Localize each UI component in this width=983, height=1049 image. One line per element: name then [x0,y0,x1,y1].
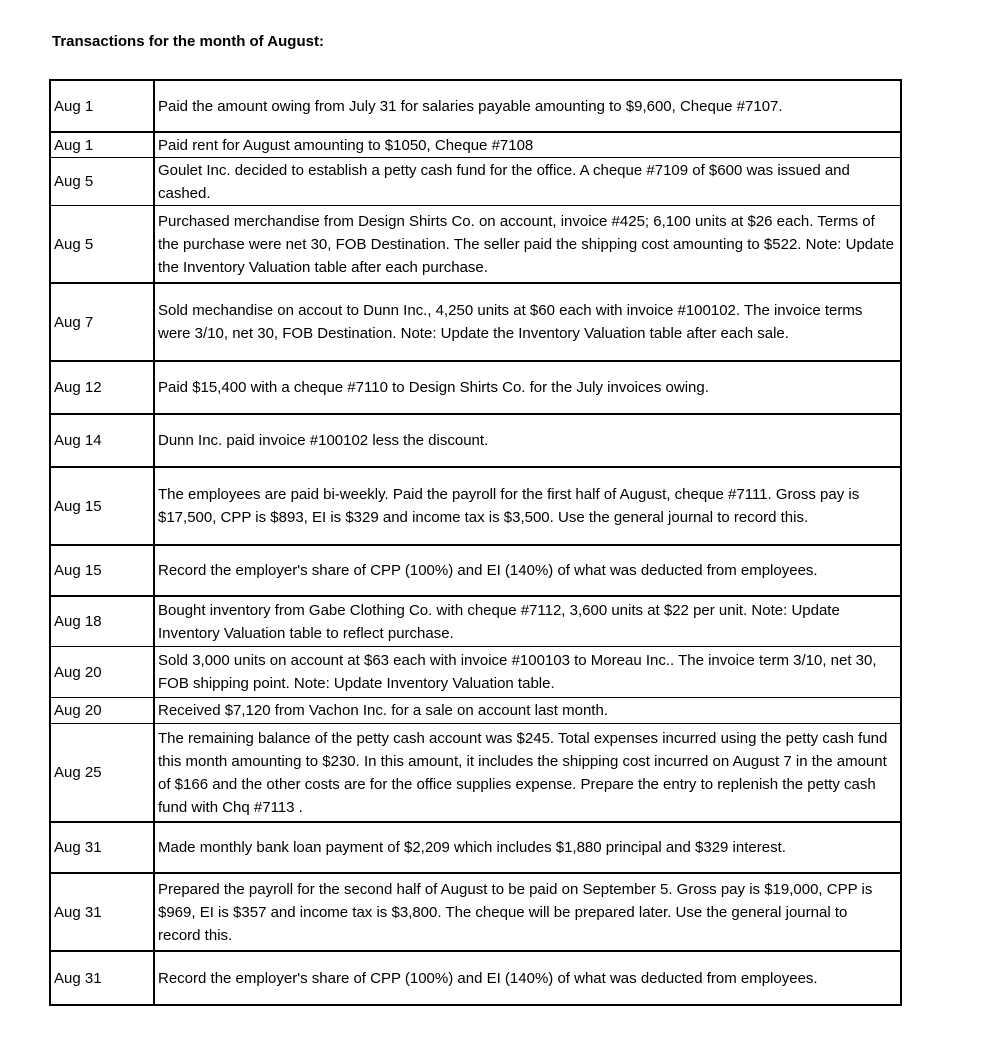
transaction-date: Aug 31 [51,874,155,950]
transaction-text: The remaining balance of the petty cash account was $245. Total expenses incurred using the petty cash fund this month amounting to $230. In this amount, it includes the shipping cost incurred on August 7 in the amount of $166 and the other costs are for the office supplies expense. Prepare the entry to replenish the petty cash fund with Chq #7113 . [158,729,888,816]
transaction-date: Aug 18 [51,597,155,646]
table-row [51,952,902,1006]
transactions-table [49,79,902,1006]
table-row [51,724,902,823]
transaction-description [155,415,902,466]
transaction-description [155,158,902,205]
transaction-description [155,823,902,872]
transaction-date: Aug 12 [51,362,155,413]
transaction-text: Paid the amount owing from July 31 for salaries payable amounting to $9,600, Cheque #7107. [158,97,783,115]
table-row [51,823,902,874]
transaction-text: Prepared the payroll for the second half of August to be paid on September 5. Gross pay is $19,000, CPP is $969, EI is $357 and income tax is $3,800. The cheque will be prepared later. Use the general journal to record this. [158,880,873,944]
table-row [51,597,902,647]
table-row [51,647,902,698]
table-row [51,415,902,468]
transaction-date: Aug 5 [51,206,155,282]
transaction-date: Aug 7 [51,284,155,360]
transaction-description [155,724,902,821]
transaction-date: Aug 20 [51,647,155,697]
transaction-date: Aug 31 [51,823,155,872]
transaction-text: Received $7,120 from Vachon Inc. for a sale on account last month. [158,702,608,719]
transaction-date: Aug 5 [51,158,155,205]
page-title: Transactions for the month of August: [52,33,324,50]
table-row [51,362,902,415]
transaction-date: Aug 1 [51,133,155,157]
transaction-text: Goulet Inc. decided to establish a petty cash fund for the office. A cheque #7109 of $600 was issued and cashed. [158,161,850,202]
table-row [51,874,902,952]
table-row [51,158,902,206]
transaction-date: Aug 15 [51,468,155,544]
transaction-description [155,133,902,157]
transaction-description [155,874,902,950]
table-row [51,698,902,724]
transaction-description [155,468,902,544]
table-row [51,206,902,284]
transaction-text: Record the employer's share of CPP (100%) and EI (140%) of what was deducted from employees. [158,562,818,579]
transaction-text: Paid $15,400 with a cheque #7110 to Design Shirts Co. for the July invoices owing. [158,379,709,396]
transaction-text: Paid rent for August amounting to $1050, Cheque #7108 [158,136,534,154]
transaction-date: Aug 14 [51,415,155,466]
transaction-text: Record the employer's share of CPP (100%) and EI (140%) of what was deducted from employees. [158,969,818,987]
transaction-description [155,698,902,723]
transaction-description [155,952,902,1004]
table-row [51,81,902,133]
transaction-description [155,284,902,360]
table-row [51,546,902,597]
transaction-text: Dunn Inc. paid invoice #100102 less the discount. [158,432,489,449]
transaction-description [155,206,902,282]
table-row [51,468,902,546]
transaction-text: Purchased merchandise from Design Shirts Co. on account, invoice #425; 6,100 units at $26 each. Terms of the purchase were net 30, FOB Destination. The seller paid the shipping cost amounting to $522. Note: Update the Inventory Valuation table after each purchase. [158,212,895,276]
transaction-date: Aug 20 [51,698,155,723]
transaction-text: Made monthly bank loan payment of $2,209 which includes $1,880 principal and $329 interest. [158,839,786,856]
transaction-description [155,362,902,413]
table-row [51,284,902,362]
transaction-description [155,597,902,646]
transaction-date: Aug 15 [51,546,155,595]
transaction-text: The employees are paid bi-weekly. Paid the payroll for the first half of August, cheque #7111. Gross pay is $17,500, CPP is $893, EI is $329 and income tax is $3,500. Use the general journal to record this. [158,486,860,526]
transaction-date: Aug 31 [51,952,155,1004]
transaction-description [155,546,902,595]
transaction-text: Sold mechandise on accout to Dunn Inc., 4,250 units at $60 each with invoice #100102. The invoice terms were 3/10, net 30, FOB Destination. Note: Update the Inventory Valuation table after each sale. [158,302,863,342]
transaction-description [155,81,902,131]
table-row [51,133,902,158]
transaction-description [155,647,902,697]
transaction-text: Bought inventory from Gabe Clothing Co. with cheque #7112, 3,600 units at $22 per unit. Note: Update Inventory Valuation table to reflect purchase. [158,601,840,642]
transaction-date: Aug 25 [51,724,155,821]
transaction-text: Sold 3,000 units on account at $63 each with invoice #100103 to Moreau Inc.. The invoice term 3/10, net 30, FOB shipping point. Note: Update Inventory Valuation table. [158,652,877,692]
transaction-date: Aug 1 [51,81,155,131]
